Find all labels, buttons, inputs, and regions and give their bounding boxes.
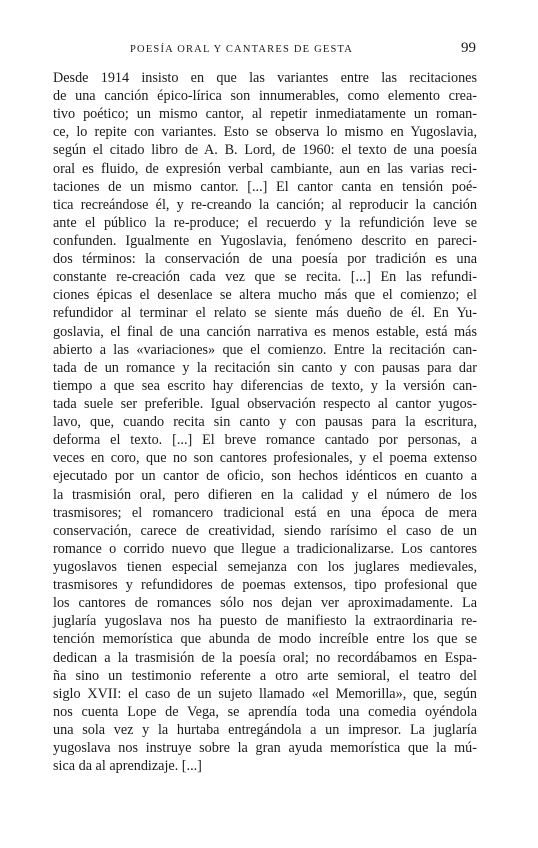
- text-line: ña sino un testimonio referente a otro arte semioral, el teatro del: [53, 667, 477, 684]
- text-line: constante re-creación cada vez que se recita. [...] En las refundi-: [53, 269, 477, 286]
- running-head: [130, 40, 475, 60]
- text-line: sica da al aprendizaje. [...]: [53, 758, 202, 775]
- text-line: abierto a las «variaciones» que el comienzo. Entre la recitación can-: [53, 341, 477, 358]
- text-line: trasmisores; el romancero tradicional está en una época de mera: [53, 504, 477, 521]
- text-line: tada suele ser preferible. Igual observación respecto al cantor yugos-: [53, 395, 477, 412]
- text-line: trasmisores y refundidores de poemas extensos, tipo profesional que: [53, 577, 477, 594]
- text-line: oral es fluido, de expresión verbal cambiante, aun en las varias reci-: [53, 160, 477, 177]
- text-line: la trasmisión oral, pero difieren en la calidad y el número de los: [53, 486, 477, 503]
- text-line: confunden. Igualmente en Yugoslavia, fenómeno descrito en pareci-: [53, 232, 477, 249]
- text-line: dedican a la trasmisión de la poesía oral; no recordábamos en Espa-: [53, 649, 477, 666]
- text-line: dos términos: la conservación de una poesía por tradición es una: [53, 251, 477, 268]
- text-line: deforma el texto. [...] El breve romance cantado por personas, a: [53, 432, 477, 449]
- text-line: los cantores de romances sólo nos dejan ver aproximadamente. La: [53, 595, 477, 612]
- text-line: ante el público la re-produce; el recuerdo y la refundición leve se: [53, 214, 477, 231]
- page-number: 99: [461, 40, 476, 56]
- text-line: tada de un romance y la recitación sin canto y con pausas para dar: [53, 359, 477, 376]
- body-paragraph: [53, 69, 477, 775]
- text-line: yugoslava nos instruye sobre la gran ayuda memorística que la mú-: [53, 740, 477, 757]
- text-line: refundidor al terminar el relato se siente más dueño de él. En Yu-: [53, 305, 477, 322]
- text-line: de una canción épico-lírica son innumerables, como elemento crea-: [53, 88, 477, 105]
- text-line: veces en coro, que no son cantores profesionales, y el poema extenso: [53, 450, 477, 467]
- text-line: Desde 1914 insisto en que las variantes entre las recitaciones: [53, 70, 477, 86]
- text-line: juglaría yugoslava nos ha puesto de manifiesto la extraordinaria re-: [53, 613, 477, 630]
- text-line: una sola vez y la hurtaba entregándola a un impresor. La juglaría: [53, 721, 477, 738]
- text-line: tivo poético; un mismo cantor, al repetir inmediatamente un roman-: [53, 106, 477, 123]
- text-line: tica recreándose él, y re-creando la canción; al reproducir la canción: [53, 196, 477, 213]
- text-line: goslavia, el final de una canción narrativa es menos estable, está más: [53, 323, 477, 340]
- text-line: lavo, que, cuando recita sin canto y con pausas para la escritura,: [53, 414, 477, 431]
- text-line: ce, lo repite con variantes. Esto se observa lo mismo en Yugoslavia,: [53, 124, 477, 141]
- text-line: ejecutado por un cantor de oficio, son hechos idénticos en cuanto a: [53, 468, 477, 485]
- text-line: siglo XVII: el caso de un sujeto llamado «el Memorilla», que, según: [53, 685, 477, 702]
- text-line: romance o corrido nuevo que llegue a tradicionalizarse. Los cantores: [53, 540, 477, 557]
- text-line: tiempo a que sea escrito hay diferencias de texto, y la versión can-: [53, 377, 477, 394]
- text-line: conservación, carece de creatividad, siendo rarísimo el caso de un: [53, 522, 477, 539]
- text-line: tención memorística que abunda de modo increíble entre los que se: [53, 631, 477, 648]
- text-line: nos cuenta Lope de Vega, se aprendía toda una comedia oyéndola: [53, 703, 477, 720]
- text-line: ciones épicas el desenlace se altera mucho más que el comienzo; el: [53, 287, 477, 304]
- text-line: según el citado libro de A. B. Lord, de 1960: el texto de una poesía: [53, 142, 477, 159]
- text-line: yugoslavos tienen especial semejanza con los juglares medievales,: [53, 558, 477, 575]
- text-line: taciones de un mismo cantor. [...] El cantor canta en tensión poé-: [53, 178, 477, 195]
- running-title: POESÍA ORAL Y CANTARES DE GESTA: [130, 44, 354, 55]
